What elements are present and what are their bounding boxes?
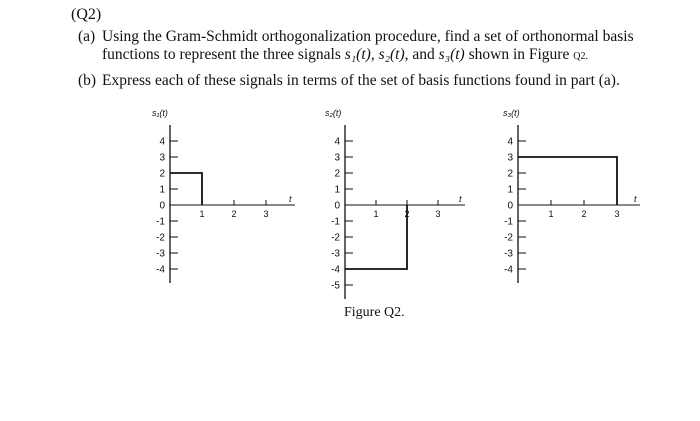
x-tick-label-3: 2: [581, 209, 587, 219]
figure-caption: Figure Q2.: [344, 305, 405, 320]
part-a-text-line1: Using the Gram-Schmidt orthogonalization procedure, find a set of orthonormal basis: [102, 28, 634, 45]
part-a-sep1: ,: [370, 46, 379, 63]
y-tick-label-3: 0: [507, 200, 513, 212]
t-label-3: t: [634, 194, 637, 204]
y-tick-label-1: 2: [159, 168, 165, 180]
y-tick-label-1: -3: [156, 248, 165, 260]
x-tick-label-1: 3: [263, 209, 269, 219]
y-tick-label-1: -2: [156, 232, 165, 244]
y-tick-label-1: -1: [156, 216, 165, 228]
y-tick-label-3: 1: [507, 184, 513, 196]
part-a-tag: (a): [78, 28, 96, 45]
x-tick-label-2: 1: [373, 209, 379, 219]
y-tick-label-1: -4: [156, 264, 165, 276]
y-tick-label-3: 4: [507, 136, 513, 148]
y-tick-label-2: 3: [334, 152, 340, 164]
y-tick-label-1: 4: [159, 136, 165, 148]
y-tick-label-1: 0: [159, 200, 165, 212]
y-tick-label-3: -1: [504, 216, 513, 228]
y-tick-label-2: 1: [334, 184, 340, 196]
y-tick-label-2: -2: [331, 232, 340, 244]
y-label-2: s₂(t): [325, 108, 342, 118]
y-tick-label-2: -1: [331, 216, 340, 228]
y-tick-label-1: 1: [159, 184, 165, 196]
y-tick-label-1: 3: [159, 152, 165, 164]
y-tick-label-3: 2: [507, 168, 513, 180]
y-label-1: s₁(t): [152, 108, 168, 118]
y-tick-label-2: 2: [334, 168, 340, 180]
signal-s3: s₃(t): [438, 46, 465, 63]
y-tick-label-2: -3: [331, 248, 340, 260]
part-b-tag: (b): [78, 72, 97, 89]
t-label-1: t: [289, 194, 292, 204]
x-tick-label-1: 1: [199, 209, 205, 219]
part-b-text: Express each of these signals in terms of the set of basis functions found in part (a).: [102, 72, 620, 89]
signal-s1: s₁(t): [344, 46, 371, 63]
figure-reference: Q2.: [573, 51, 588, 62]
part-a-text-line2-post: shown in Figure: [464, 46, 574, 63]
y-tick-label-3: -3: [504, 248, 513, 260]
signal-s2: s₂(t): [378, 46, 405, 63]
part-a-text-line2-pre: functions to represent the three signals: [102, 46, 345, 63]
y-tick-label-2: -4: [331, 264, 340, 276]
x-tick-label-2: 2: [404, 209, 410, 219]
question-label: (Q2): [71, 6, 102, 23]
y-tick-label-2: -5: [331, 280, 340, 292]
y-tick-label-3: -2: [504, 232, 513, 244]
x-tick-label-2: 3: [435, 209, 441, 219]
y-label-3: s₃(t): [503, 108, 520, 118]
y-tick-label-2: 4: [334, 136, 340, 148]
t-label-2: t: [459, 194, 462, 204]
y-tick-label-2: 0: [334, 200, 340, 212]
x-tick-label-3: 3: [614, 209, 620, 219]
signal-pulse-3: [518, 157, 617, 205]
x-tick-label-1: 2: [231, 209, 237, 219]
y-tick-label-3: -4: [504, 264, 513, 276]
y-tick-label-3: 3: [507, 152, 513, 164]
x-tick-label-3: 1: [548, 209, 554, 219]
part-a-sep2: , and: [404, 46, 439, 63]
